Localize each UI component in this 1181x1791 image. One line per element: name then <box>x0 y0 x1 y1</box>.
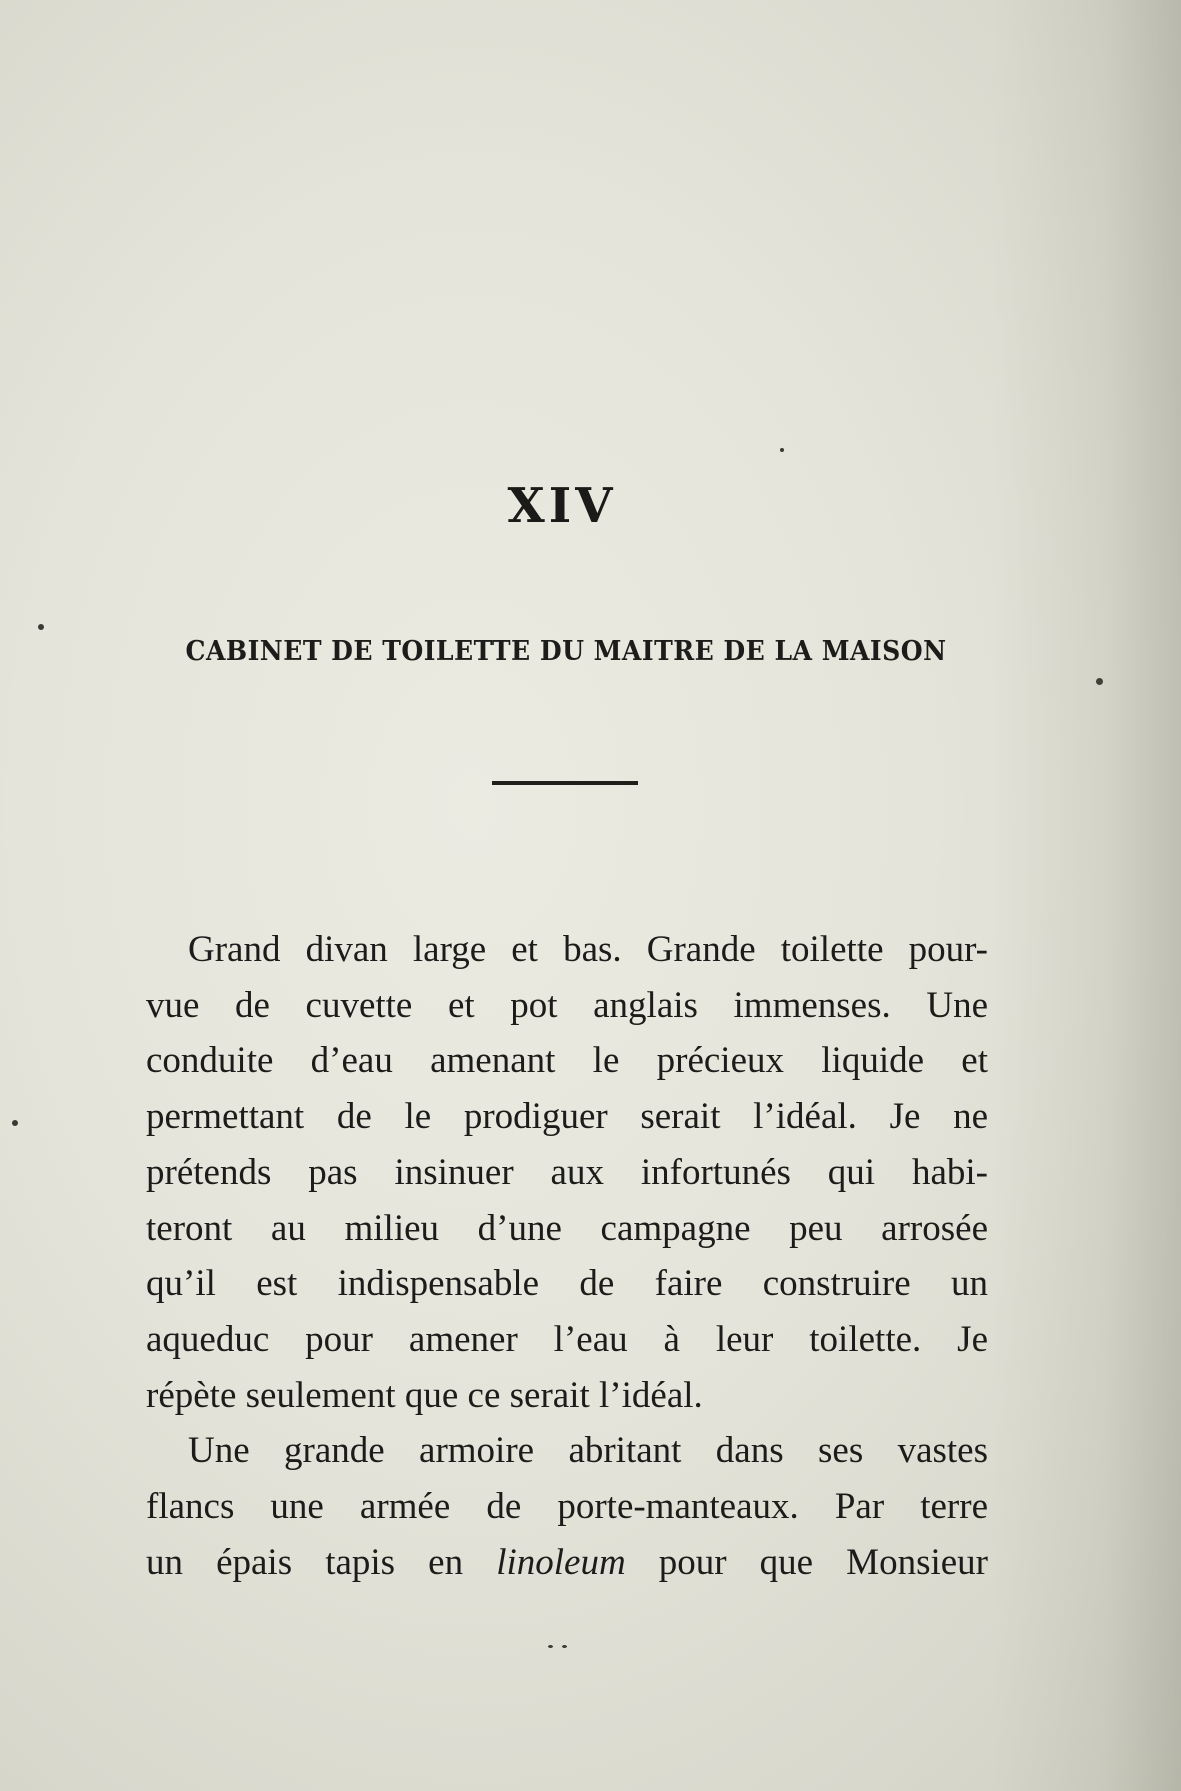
italic-word: linoleum <box>496 1541 626 1583</box>
text-line: Une grande armoire abritant dans ses vastes <box>188 1430 988 1472</box>
text-line-with-italic <box>146 1535 988 1591</box>
text-segment: pour que Monsieur <box>658 1541 989 1583</box>
text-line: permettant de le prodiguer serait l’idéal. Je ne <box>146 1096 988 1138</box>
text-segment: un épais tapis en <box>146 1541 464 1583</box>
text-line: Grand divan large et bas. Grande toilette pour- <box>188 929 988 970</box>
body-text <box>146 922 988 1590</box>
chapter-number: XIV <box>507 478 617 534</box>
paper-speck <box>780 448 784 452</box>
text-line: teront au milieu d’une campagne peu arrosée <box>146 1207 988 1249</box>
text-line: conduite d’eau amenant le précieux liquide et <box>146 1040 988 1082</box>
text-line: vue de cuvette et pot anglais immenses. Une <box>146 984 988 1026</box>
text-line: prétends pas insinuer aux infortunés qui habi- <box>146 1151 988 1193</box>
paper-speck <box>562 1645 567 1648</box>
paper-speck <box>12 1120 18 1126</box>
text-line: répète seulement que ce serait l’idéal. <box>146 1374 703 1416</box>
text-line: aqueduc pour amener l’eau à leur toilette. Je <box>146 1318 988 1360</box>
title-divider-rule <box>492 781 638 785</box>
paper-speck <box>548 1645 553 1648</box>
chapter-title: CABINET DE TOILETTE DU MAITRE DE LA MAISON <box>185 636 947 667</box>
paper-speck <box>1096 678 1103 685</box>
text-line: qu’il est indispensable de faire construire un <box>146 1263 988 1305</box>
paper-speck <box>38 624 44 630</box>
text-line: flancs une armée de porte-manteaux. Par terre <box>146 1486 988 1528</box>
